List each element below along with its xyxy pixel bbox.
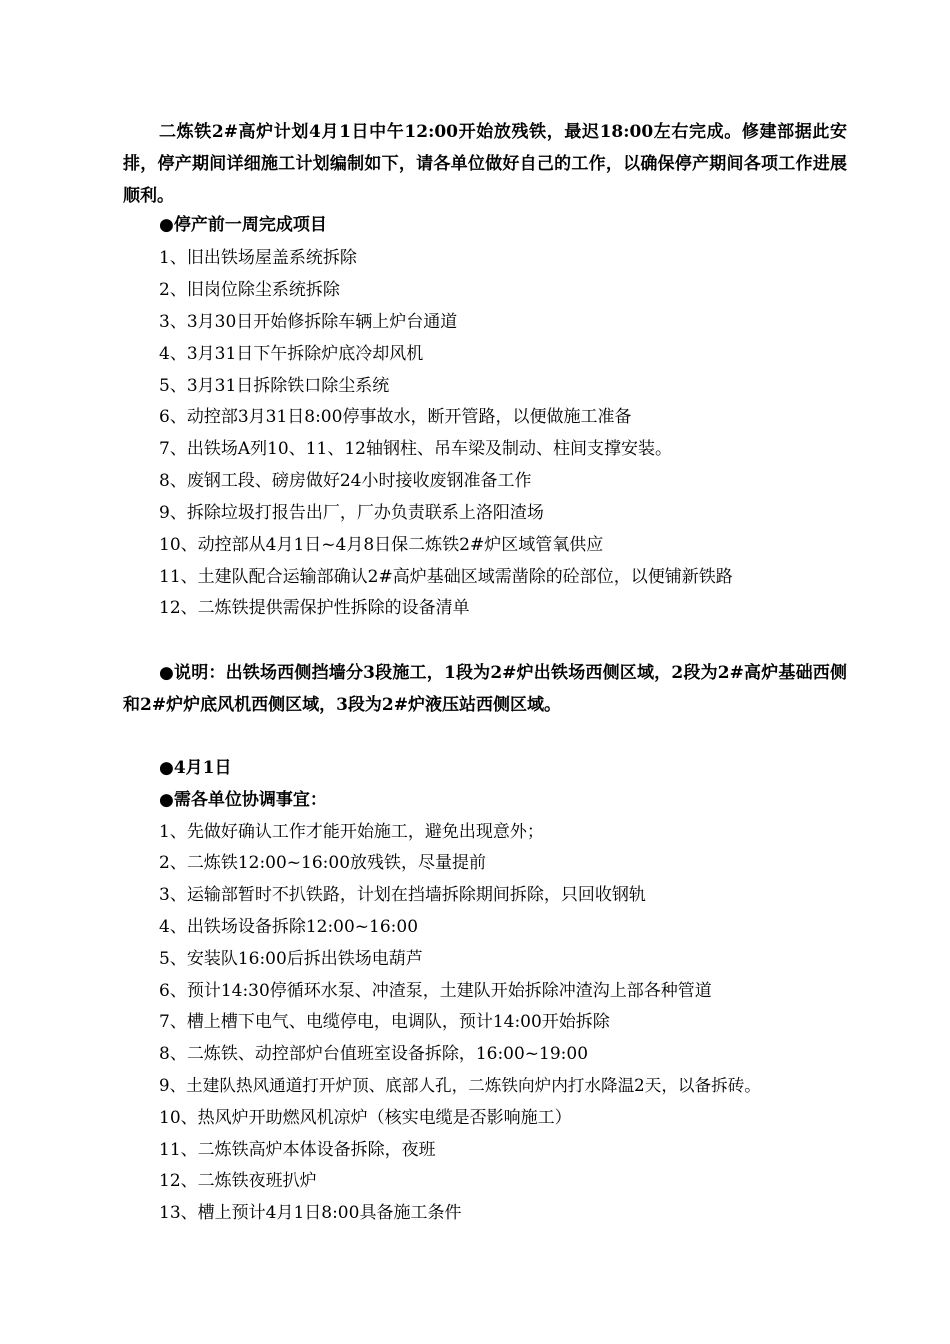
- list-item: 10、动控部从4月1日~4月8日保二炼铁2#炉区域管氧供应: [159, 535, 604, 555]
- list-item: 12、二炼铁提供需保护性拆除的设备清单: [159, 598, 470, 618]
- list-item: 5、安装队16:00后拆出铁场电葫芦: [159, 949, 423, 969]
- list-item: 8、废钢工段、磅房做好24小时接收废钢准备工作: [159, 471, 532, 491]
- list-item: 4、出铁场设备拆除12:00~16:00: [159, 917, 419, 937]
- list-item: 5、3月31日拆除铁口除尘系统: [159, 376, 390, 396]
- list-item: 3、3月30日开始修拆除车辆上炉台通道: [159, 312, 458, 332]
- list-item: 6、动控部3月31日8:00停事故水，断开管路，以便做施工准备: [159, 407, 632, 427]
- list-item: 1、旧出铁场屋盖系统拆除: [159, 248, 357, 268]
- list-item: 6、预计14:30停循环水泵、冲渣泵，土建队开始拆除冲渣沟上部各种管道: [159, 981, 712, 1001]
- list-item: 2、二炼铁12:00~16:00放残铁，尽量提前: [159, 853, 487, 873]
- list-item: 2、旧岗位除尘系统拆除: [159, 280, 340, 300]
- list-item: 9、拆除垃圾打报告出厂，厂办负责联系上洛阳渣场: [159, 503, 544, 523]
- date-heading: ●4月1日: [159, 758, 232, 778]
- list-item: 8、二炼铁、动控部炉台值班室设备拆除，16:00~19:00: [159, 1044, 589, 1064]
- list-item: 1、先做好确认工作才能开始施工，避免出现意外；: [159, 822, 544, 842]
- list-item: 11、土建队配合运输部确认2#高炉基础区域需凿除的砼部位，以便铺新铁路: [159, 567, 733, 587]
- intro-paragraph: 二炼铁2#高炉计划4月1日中午12:00开始放残铁，最迟18:00左右完成。修建部据此安排，停产期间详细施工计划编制如下，请各单位做好自己的工作，以确保停产期间各项工作进展顺利。: [123, 122, 847, 206]
- list-item: 7、槽上槽下电气、电缆停电，电调队，预计14:00开始拆除: [159, 1012, 610, 1032]
- list-item: 12、二炼铁夜班扒炉: [159, 1171, 317, 1191]
- list-item: 11、二炼铁高炉本体设备拆除，夜班: [159, 1140, 436, 1160]
- list-item: 9、土建队热风通道打开炉顶、底部人孔，二炼铁向炉内打水降温2天，以备拆砖。: [159, 1076, 761, 1095]
- list-item: 7、出铁场A列10、11、12轴钢柱、吊车梁及制动、柱间支撑安装。: [159, 439, 672, 459]
- list-item: 3、运输部暂时不扒铁路，计划在挡墙拆除期间拆除，只回收钢轨: [159, 885, 646, 905]
- list-item: 4、3月31日下午拆除炉底冷却风机: [159, 344, 424, 364]
- coordination-heading: ●需各单位协调事宜：: [159, 790, 327, 810]
- list-item: 10、热风炉开助燃风机凉炉（核实电缆是否影响施工）: [159, 1108, 572, 1128]
- note-paragraph: ●说明：出铁场西侧挡墙分3段施工，1段为2#炉出铁场西侧区域，2段为2#高炉基础西侧和2#炉炉底风机西侧区域，3段为2#炉液压站西侧区域。: [123, 663, 847, 715]
- list-item: 13、槽上预计4月1日8:00具备施工条件: [159, 1203, 462, 1223]
- pre-week-heading: ●停产前一周完成项目: [159, 215, 327, 235]
